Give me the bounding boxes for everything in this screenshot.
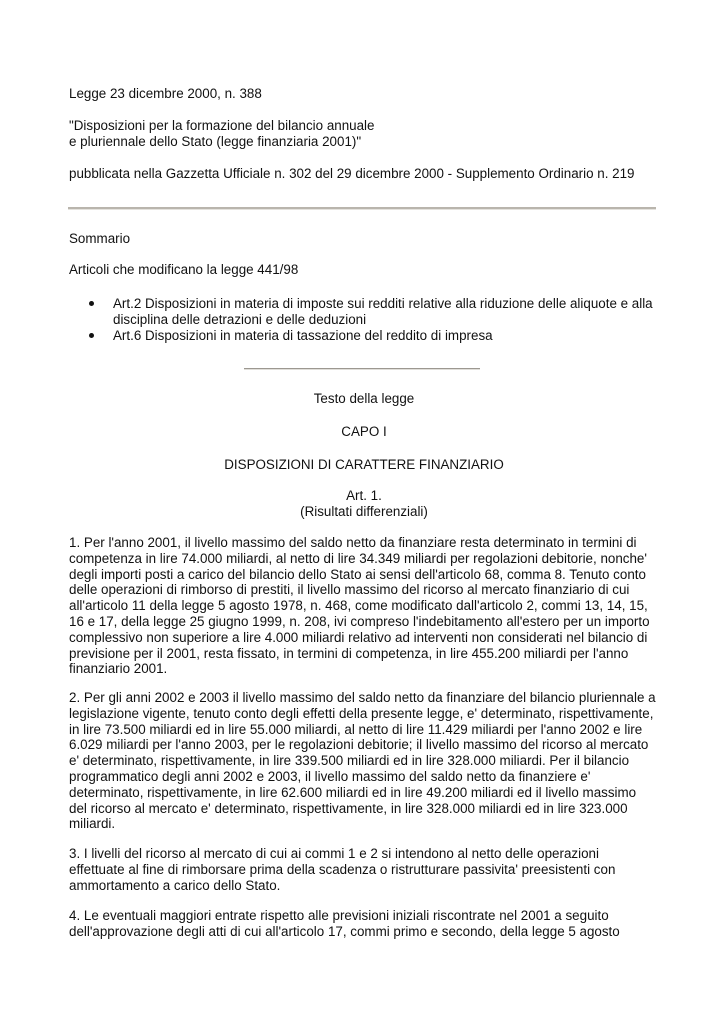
article-number: Art. 1.	[346, 488, 382, 503]
summary-item-line: Art.2 Disposizioni in materia di imposte sui redditi relative alla riduzione delle aliquote e alla	[113, 296, 653, 311]
paragraph-2	[69, 690, 659, 832]
paragraph-line: 16 e 17, della legge 25 giugno 1999, n. 208, ivi compreso l'indebitamento all'estero per un importo	[69, 613, 650, 629]
chapter-title-text: DISPOSIZIONI DI CARATTERE FINANZIARIO	[224, 457, 504, 472]
law-text-heading	[69, 391, 659, 407]
paragraph-line: dell'approvazione degli atti di cui all'articolo 17, commi primo e secondo, della legge 5 agosto	[69, 923, 620, 939]
law-text-heading-text: Testo della legge	[313, 391, 415, 406]
law-subject	[69, 118, 659, 150]
summary-subheading	[69, 262, 659, 278]
short-divider	[244, 368, 480, 370]
summary-item-line: disciplina delle detrazioni e delle deduzioni	[113, 311, 367, 327]
summary-list	[69, 296, 669, 343]
paragraph-line: competenza in lire 74.000 miliardi, al netto di lire 34.349 miliardi per regolazioni debitorie, nonche'	[69, 550, 647, 566]
article-heading	[69, 488, 659, 520]
law-title	[69, 86, 659, 102]
paragraph-line: effettuate al fine di rimborsare prima della scadenza o ristrutturare passivita' preesistenti con	[69, 861, 616, 877]
paragraph-line: determinato, rispettivamente, in lire 62.600 miliardi ed in lire 49.200 miliardi ed il livello massimo	[69, 784, 637, 800]
paragraph-line: 6.029 miliardi per l'anno 2003, per le regolazioni debitorie; il livello massimo del ricorso al mercato	[69, 737, 649, 753]
bullet-icon	[89, 301, 94, 306]
publication-note	[69, 166, 659, 182]
law-title-text: Legge 23 dicembre 2000, n. 388	[69, 86, 262, 101]
horizontal-divider	[68, 207, 656, 210]
paragraph-line: finanziario 2001.	[69, 661, 168, 677]
paragraph-line: programmatico degli anni 2002 e 2003, il livello massimo del saldo netto da finanziere e'	[69, 768, 591, 784]
paragraph-line: complessivo non superiore a lire 4.000 miliardi relativo ad interventi non considerati nel bilancio di	[69, 629, 648, 645]
summary-list-item[interactable]	[69, 328, 669, 344]
article-title: (Risultati differenziali)	[300, 503, 428, 519]
paragraph-line: delle operazioni di rimborso di prestiti, il livello massimo del ricorso al mercato finanziario di cui	[69, 582, 630, 598]
paragraph-1	[69, 535, 659, 677]
paragraph-4	[69, 908, 659, 940]
summary-heading-text: Sommario	[69, 231, 131, 246]
bullet-icon	[89, 333, 94, 338]
paragraph-line: 1. Per l'anno 2001, il livello massimo del saldo netto da finanziare resta determinato in termini di	[69, 535, 637, 550]
chapter-label	[69, 424, 659, 440]
paragraph-line: e' determinato, rispettivamente, in lire 339.500 miliardi ed in lire 328.000 miliardi. Per il bilancio	[69, 753, 630, 769]
paragraph-line: ammortamento a carico dello Stato.	[69, 877, 281, 893]
paragraph-line: 4. Le eventuali maggiori entrate rispetto alle previsioni iniziali riscontrate nel 2001 a seguito	[69, 908, 609, 923]
chapter-title	[69, 457, 659, 473]
paragraph-3	[69, 846, 659, 893]
paragraph-line: del ricorso al mercato e' determinato, rispettivamente, in lire 328.000 miliardi ed in lire 323.000	[69, 800, 628, 816]
summary-item-line: Art.6 Disposizioni in materia di tassazione del reddito di impresa	[113, 327, 493, 343]
paragraph-line: legislazione vigente, tenuto conto degli effetti della presente legge, e' determinato, rispettivamente,	[69, 705, 654, 721]
chapter-label-text: CAPO I	[341, 424, 387, 439]
paragraph-line: 3. I livelli del ricorso al mercato di cui ai commi 1 e 2 si intendono al netto delle operazioni	[69, 846, 599, 861]
paragraph-line: miliardi.	[69, 816, 116, 832]
summary-heading	[69, 231, 659, 247]
paragraph-line: degli importi posti a carico del bilancio dello Stato ai sensi dell'articolo 68, comma 8. Tenuto conto	[69, 566, 646, 582]
paragraph-line: in lire 73.500 miliardi ed in lire 55.000 miliardi, al netto di lire 11.429 miliardi per l'anno 2002 e lire	[69, 721, 643, 737]
summary-list-item[interactable]	[69, 296, 669, 328]
summary-subheading-text: Articoli che modificano la legge 441/98	[69, 262, 299, 277]
paragraph-line: 2. Per gli anni 2002 e 2003 il livello massimo del saldo netto da finanziare del bilancio pluriennale a	[69, 690, 656, 705]
paragraph-line: all'articolo 11 della legge 5 agosto 1978, n. 468, come modificato dall'articolo 2, commi 13, 14, 15,	[69, 598, 648, 614]
law-subject-line: e pluriennale dello Stato (legge finanziaria 2001)"	[69, 133, 362, 149]
law-subject-line: "Disposizioni per la formazione del bilancio annuale	[69, 118, 375, 133]
publication-note-text: pubblicata nella Gazzetta Ufficiale n. 302 del 29 dicembre 2000 - Supplemento Ordinario n. 219	[69, 166, 635, 181]
paragraph-line: previsione per il 2001, resta fissato, in termini di competenza, in lire 455.200 miliardi per l'anno	[69, 645, 629, 661]
